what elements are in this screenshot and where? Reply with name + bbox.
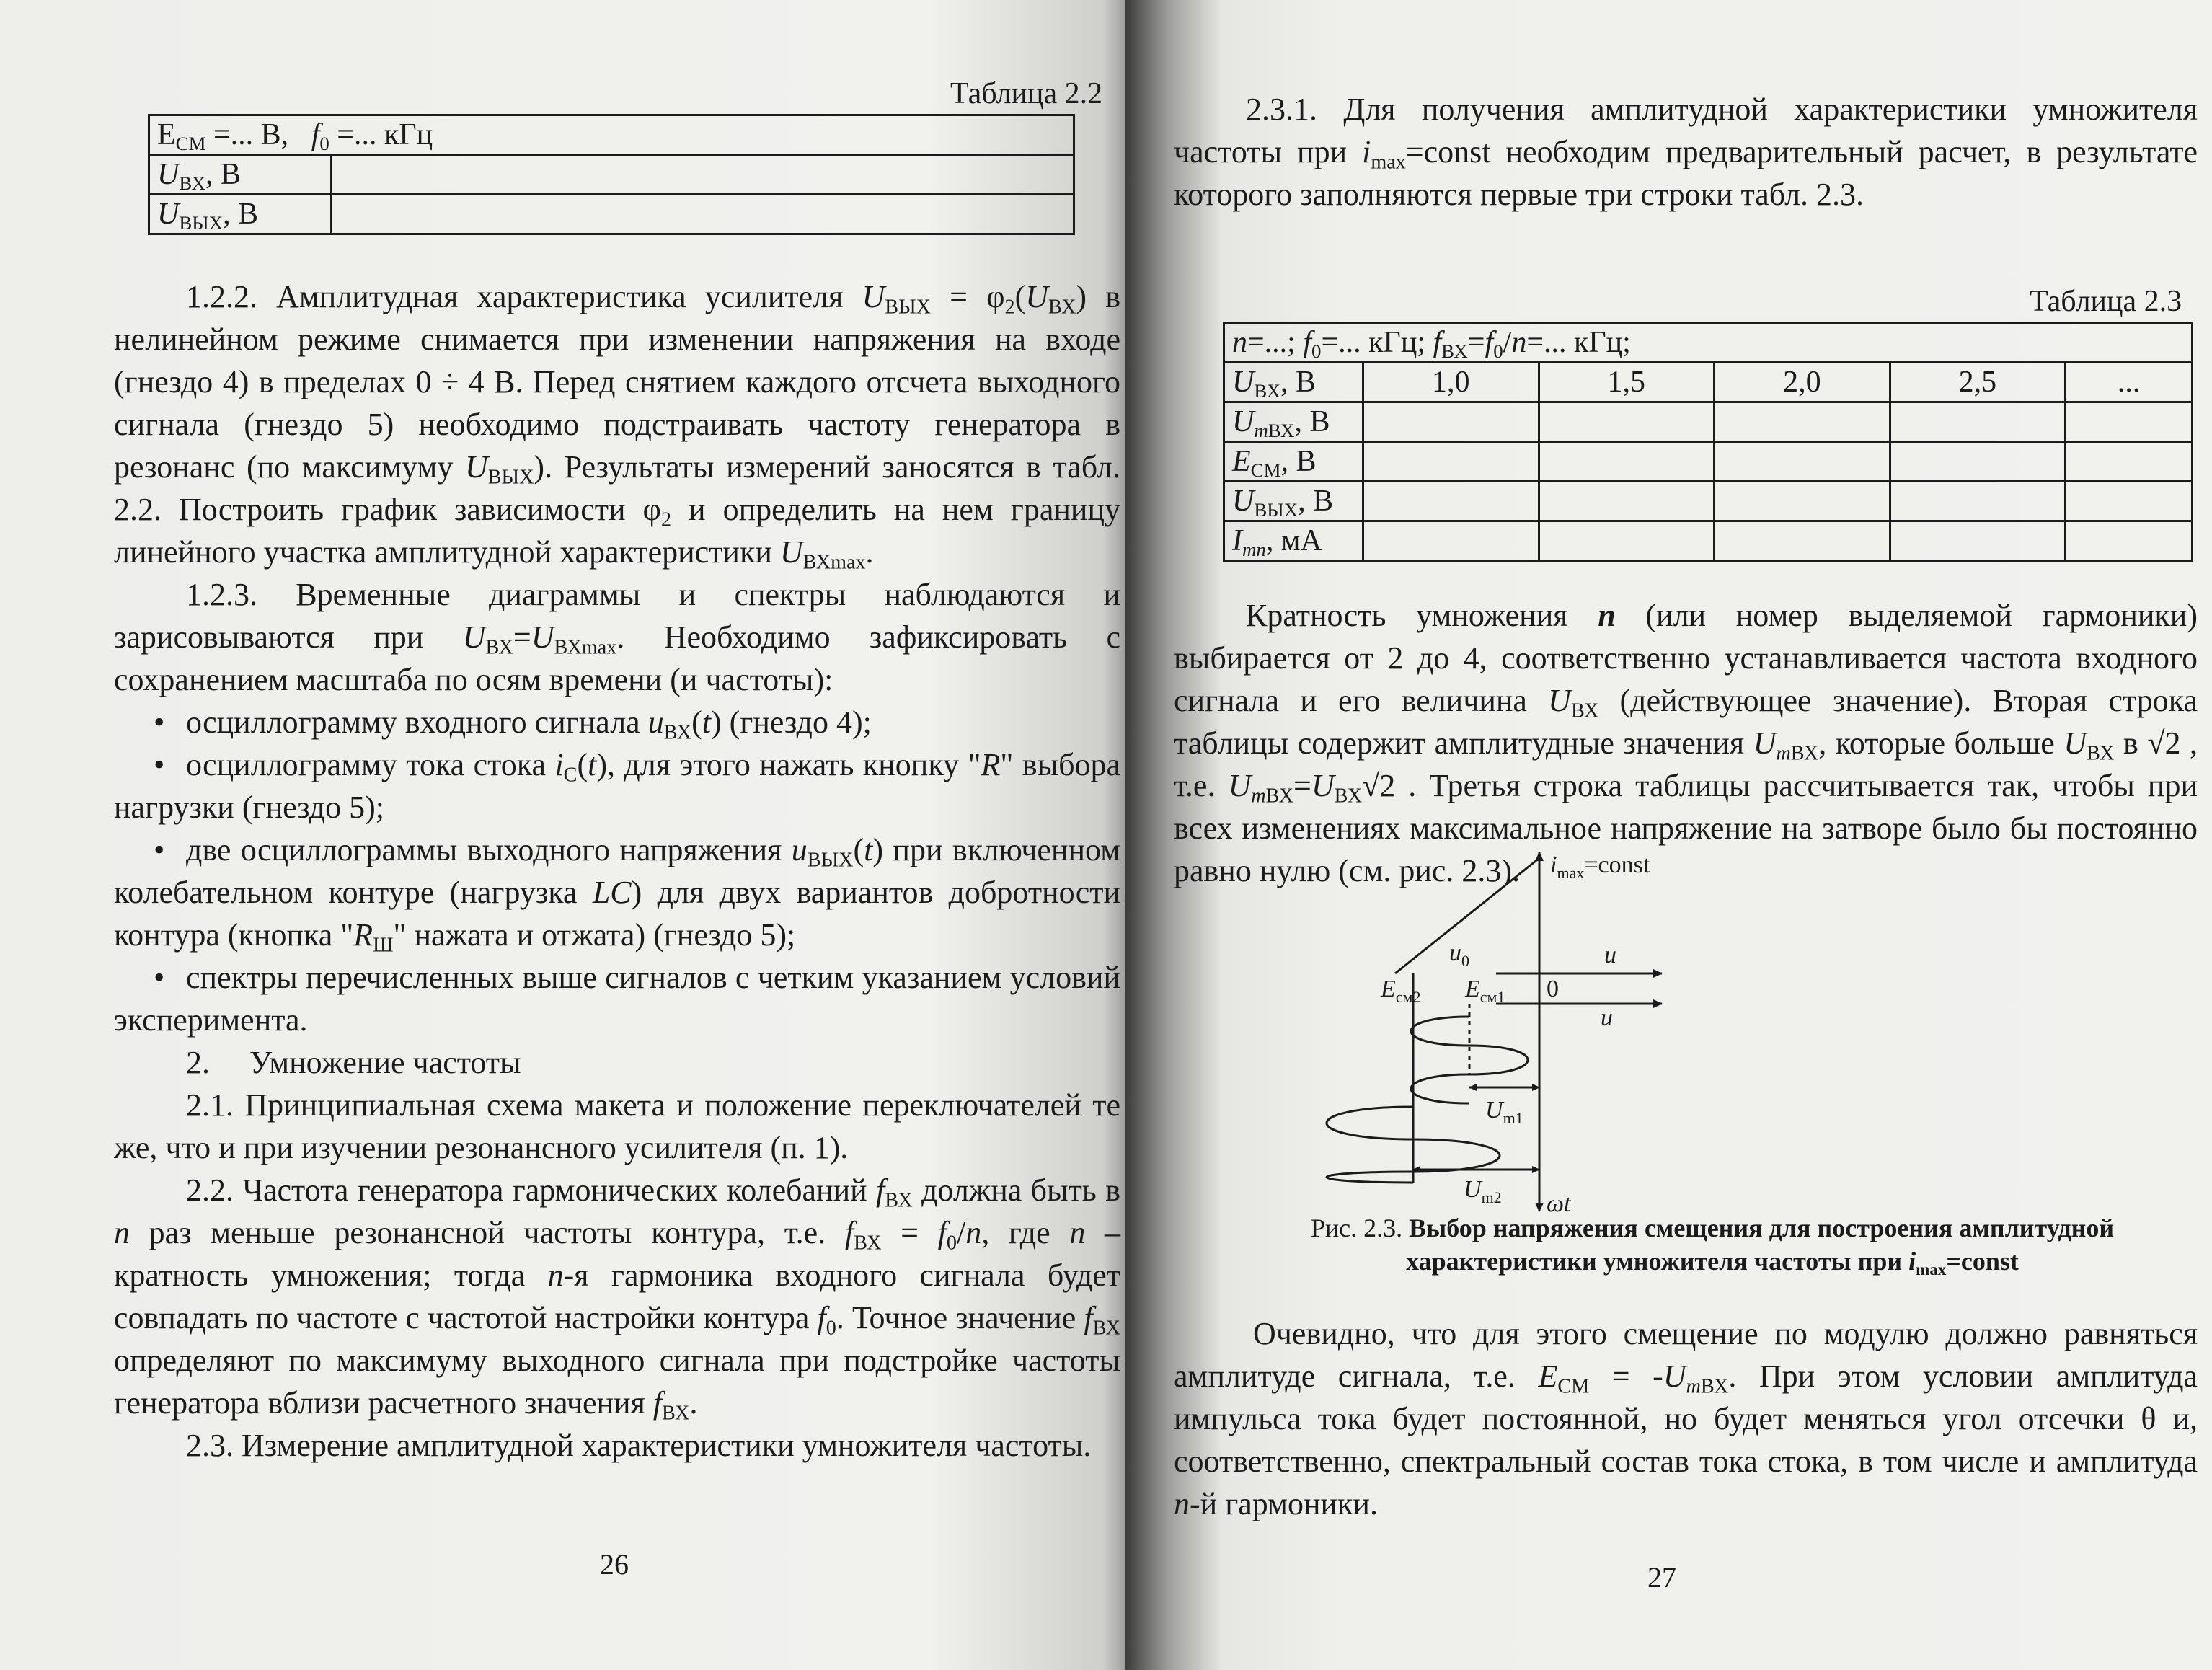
paragraph-ochevidno-block — [1174, 1312, 2198, 1525]
label-um1: $U_{m1}$ — [1485, 1097, 1523, 1127]
page-number-right: 27 — [1647, 1561, 1676, 1594]
table-2-3-cell: 1,5 — [1539, 363, 1715, 402]
label-u0: $u_0$ — [1449, 940, 1469, 970]
section-2-heading: 2. Умножение частоты — [186, 1045, 521, 1080]
table-2-2 — [148, 114, 1075, 235]
table-2-3-cell: 1,0 — [1363, 363, 1539, 402]
paragraph-1-2-3: 1.2.3. Временные диаграммы и спектры наблюдаются и зарисовываются при $U_{ВХ}=U_{ВХmax}$. Необходимо зафиксировать с сохранением масштаба по осям времени (и частоты): — [114, 577, 1120, 697]
table-2-3-row-label: $U_{ВЫХ}$, В — [1224, 482, 1363, 521]
bullet-mark: • — [154, 960, 165, 995]
bullet-mark: • — [154, 704, 165, 740]
label-ecm2: $E_{см2}$ — [1381, 976, 1421, 1006]
figure-caption-line1: Выбор напряжения смещения для построения амплитудной — [1409, 1214, 2115, 1242]
bullet-item — [114, 743, 1120, 829]
label-ecm1: $E_{см1}$ — [1465, 976, 1505, 1006]
table-2-2-header: $E_{СМ}$ =... В, $f_0$ =... кГц — [149, 115, 1074, 155]
figure-caption — [1247, 1211, 2177, 1278]
table-2-3-header: n=...; $f_0=$... кГц; $f_{ВХ}=f_0/n=$... кГц; — [1224, 323, 2193, 363]
table-2-2-row-label: $U_{ВЫХ}$, В — [149, 195, 332, 234]
label-u-bottom: u — [1601, 1004, 1613, 1031]
table-2-2-caption: Таблица 2.2 — [950, 77, 1103, 110]
paragraph-2-3-1: 2.3.1. Для получения амплитудной характеристики умножителя частоты при $i_{max}=const$ необходим предварительный расчет, в результате которого заполняются первые три строки табл. 2.3. — [1174, 92, 2198, 212]
table-2-3-cell: 2,0 — [1715, 363, 1890, 402]
bullet-item — [114, 829, 1120, 956]
paragraph-2-2: 2.2. Частота генератора гармонических колебаний $f_{ВХ}$ должна быть в n раз меньше резонансной частоты контура, т.е. $f_{ВХ} = f_0/n$, где n – кратность умножения; тогда n-я гармоника входного сигнала будет совпадать по частоте с частотой настройки контура $f_0$. Точное значение $f_{ВХ}$ определяют по максимуму выходного сигнала при подстройке частоты генератора вблизи расчетного значения $f_{ВХ}$. — [114, 1172, 1121, 1425]
table-2-3-row-label: $U_{mВХ}$, В — [1224, 402, 1363, 442]
bullet-text: две осциллограммы выходного напряжения $u_{ВЫХ}(t)$ при включенном колебательном контуре (нагрузка LC) для двух вариантов добротности контура (кнопка "$R_Ш$" нажата и отжата) (гнездо 5); — [114, 832, 1120, 957]
label-wt: ωt — [1547, 1190, 1571, 1217]
bullet-text: спектры перечисленных выше сигналов с четким указанием условий эксперимента. — [114, 960, 1120, 1038]
label-um2: $U_{m2}$ — [1464, 1176, 1502, 1206]
label-u-top: u — [1604, 942, 1616, 968]
label-imax: $i_{max}=const$ — [1550, 852, 1650, 882]
bullet-mark: • — [154, 832, 165, 867]
table-2-3-row-label: $U_{ВХ}$, В — [1224, 363, 1363, 402]
table-2-3-cell: 2,5 — [1890, 363, 2066, 402]
bullet-text: осциллограмму входного сигнала $u_{ВХ}(t)$ (гнездо 4); — [186, 704, 872, 744]
right-page — [1125, 0, 2212, 1670]
left-text-block — [114, 275, 1120, 1467]
bullet-mark: • — [154, 747, 165, 782]
table-2-3-row-label: $I_{mn}$, мА — [1224, 521, 1363, 561]
paragraph-2-3: 2.3. Измерение амплитудной характеристики умножителя частоты. — [186, 1428, 1092, 1463]
label-zero: 0 — [1547, 976, 1559, 1002]
bullet-text: осциллограмму тока стока $i_С(t)$, для этого нажать кнопку "R" выбора нагрузки (гнездо 5); — [114, 747, 1120, 825]
figure-caption-line2: характеристики умножителя частоты при $i_{max}=const$ — [1406, 1247, 2019, 1278]
figure-caption-number: Рис. 2.3. — [1310, 1214, 1403, 1242]
table-2-3-cell: ... — [2066, 363, 2193, 402]
bullet-item — [114, 701, 1120, 743]
figure-2-3 — [1125, 836, 2212, 1226]
page-number-left: 26 — [600, 1548, 629, 1581]
paragraph-2-1: 2.1. Принципиальная схема макета и положение переключателей те же, что и при изучении резонансного усилителя (п. 1). — [114, 1087, 1120, 1165]
bullet-item — [114, 956, 1120, 1041]
paragraph-2-3-1-block — [1174, 88, 2198, 216]
table-2-3-caption: Таблица 2.3 — [2030, 285, 2182, 318]
table-2-2-row-label: $U_{ВХ}$, В — [149, 155, 332, 195]
paragraph-ochevidno: Очевидно, что для этого смещение по модулю должно равняться амплитуде сигнала, т.е. $E_{СМ} = -U_{mВХ}$. При этом условии амплитуда импульса тока будет постоянной, но будет меняться угол отсечки θ и, соответственно, спектральный состав тока стока, в том числе и амплитуда n-й гармоники. — [1174, 1316, 2198, 1521]
paragraph-1-2-2: 1.2.2. Амплитудная характеристика усилителя $U_{ВЫХ} = \varphi_2(U_{ВХ})$ в нелинейном режиме снимается при изменении напряжения на входе (гнездо 4) в пределах 0 ÷ 4 В. Перед снятием каждого отсчета выходного сигнала (гнездо 5) необходимо подстраивать частоту генератора в резонанс (по максимуму $U_{ВЫХ}$). Результаты измерений заносятся в табл. 2.2. Построить график зависимости $\varphi_2$ и определить на нем границу линейного участка амплитудной характеристики $U_{ВХmax}$. — [114, 279, 1121, 574]
table-2-3 — [1223, 322, 2193, 562]
table-2-3-row-label: $E_{СМ}$, В — [1224, 442, 1363, 482]
paragraph-kratnost: Кратность умножения n (или номер выделяемой гармоники) выбирается от 2 до 4, соответственно устанавливается частота входного сигнала и его величина $U_{ВХ}$ (действующее значение). Вторая строка таблицы содержит амплитудные значения $U_{mВХ}$, которые больше $U_{ВХ}$ в √2 , т.е. $U_{mВХ}=U_{ВХ}√2$ . Третья строка таблицы рассчитывается так, чтобы при всех изменениях максимальное напряжение на затворе было бы постоянно равно нулю (см. рис. 2.3). — [1174, 598, 2198, 888]
